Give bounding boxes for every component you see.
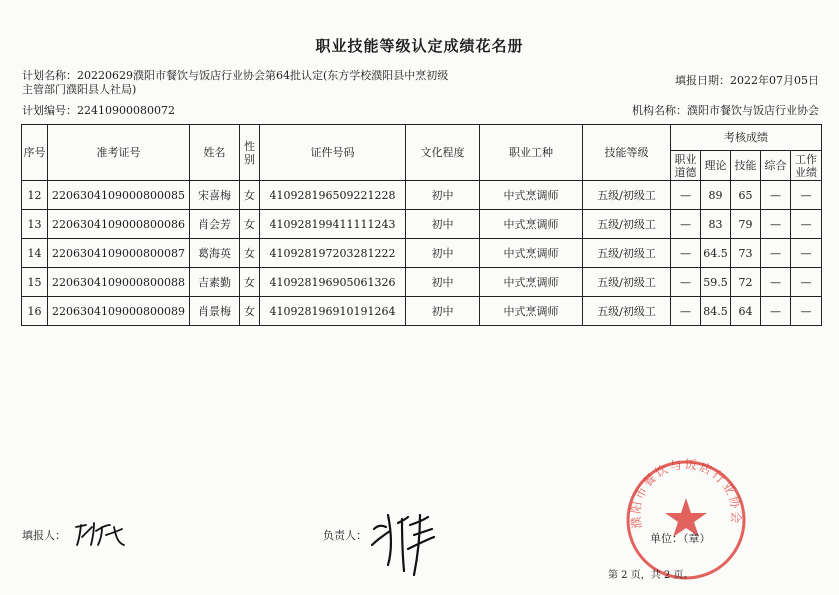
cell-ethics: — bbox=[671, 268, 701, 297]
cell-name: 肖景梅 bbox=[190, 297, 240, 326]
cell-overall: — bbox=[761, 210, 791, 239]
cell-id-no: 410928197203281222 bbox=[260, 239, 406, 268]
table-row bbox=[22, 297, 822, 326]
cell-theory: 83 bbox=[701, 210, 731, 239]
cell-work: — bbox=[791, 268, 822, 297]
filler-label: 填报人： bbox=[22, 529, 66, 542]
header-occupation: 职业工种 bbox=[480, 125, 583, 181]
cell-name: 葛海英 bbox=[190, 239, 240, 268]
cell-occupation: 中式烹调师 bbox=[480, 181, 583, 210]
cell-work: — bbox=[791, 210, 822, 239]
cell-skill: 79 bbox=[731, 210, 761, 239]
cell-education: 初中 bbox=[406, 297, 480, 326]
cell-seq: 15 bbox=[22, 268, 48, 297]
cell-seq: 16 bbox=[22, 297, 48, 326]
header-seq: 序号 bbox=[22, 125, 48, 181]
header-exam-no: 准考证号 bbox=[48, 125, 190, 181]
cell-skill: 64 bbox=[731, 297, 761, 326]
cell-seq: 13 bbox=[22, 210, 48, 239]
cell-gender: 女 bbox=[240, 239, 260, 268]
cell-exam-no: 2206304109000800089 bbox=[48, 297, 190, 326]
cell-ethics: — bbox=[671, 239, 701, 268]
cell-work: — bbox=[791, 181, 822, 210]
header-ethics: 职业道德 bbox=[671, 151, 701, 181]
cell-level: 五级/初级工 bbox=[583, 210, 671, 239]
cell-level: 五级/初级工 bbox=[583, 239, 671, 268]
cell-name: 肖会芳 bbox=[190, 210, 240, 239]
cell-gender: 女 bbox=[240, 297, 260, 326]
plan-number: 计划编号：22410900080072 bbox=[22, 104, 175, 117]
cell-exam-no: 2206304109000800087 bbox=[48, 239, 190, 268]
cell-education: 初中 bbox=[406, 239, 480, 268]
table-row bbox=[22, 268, 822, 297]
table-row bbox=[22, 210, 822, 239]
page-title: 职业技能等级认定成绩花名册 bbox=[315, 37, 524, 55]
cell-exam-no: 2206304109000800086 bbox=[48, 210, 190, 239]
responsible-label: 负责人： bbox=[323, 529, 367, 542]
cell-id-no: 410928199411111243 bbox=[260, 210, 406, 239]
cell-skill: 73 bbox=[731, 239, 761, 268]
cell-overall: — bbox=[761, 181, 791, 210]
header-skill: 技能 bbox=[731, 151, 761, 181]
cell-ethics: — bbox=[671, 181, 701, 210]
cell-education: 初中 bbox=[406, 181, 480, 210]
cell-level: 五级/初级工 bbox=[583, 297, 671, 326]
cell-exam-no: 2206304109000800085 bbox=[48, 181, 190, 210]
organization-seal bbox=[622, 456, 750, 584]
header-overall: 综合 bbox=[761, 151, 791, 181]
cell-work: — bbox=[791, 297, 822, 326]
cell-id-no: 410928196910191264 bbox=[260, 297, 406, 326]
plan-name: 计划名称：20220629濮阳市餐饮与饭店行业协会第64批认定(东方学校濮阳县中烹初级 bbox=[22, 69, 449, 82]
header-work: 工作业绩 bbox=[791, 151, 822, 181]
cell-gender: 女 bbox=[240, 268, 260, 297]
cell-skill: 65 bbox=[731, 181, 761, 210]
table-row bbox=[22, 181, 822, 210]
cell-id-no: 410928196905061326 bbox=[260, 268, 406, 297]
cell-skill: 72 bbox=[731, 268, 761, 297]
header-theory: 理论 bbox=[701, 151, 731, 181]
cell-theory: 64.5 bbox=[701, 239, 731, 268]
cell-seq: 12 bbox=[22, 181, 48, 210]
score-table bbox=[21, 124, 822, 326]
cell-work: — bbox=[791, 239, 822, 268]
cell-overall: — bbox=[761, 239, 791, 268]
header-name: 姓名 bbox=[190, 125, 240, 181]
department: 主管部门濮阳县人社局) bbox=[22, 83, 137, 96]
unit-stamp-label: 单位：（章） bbox=[650, 532, 711, 545]
cell-name: 宋喜梅 bbox=[190, 181, 240, 210]
filler-signature bbox=[72, 515, 132, 551]
cell-occupation: 中式烹调师 bbox=[480, 297, 583, 326]
responsible-signature bbox=[368, 505, 443, 577]
cell-theory: 84.5 bbox=[701, 297, 731, 326]
cell-occupation: 中式烹调师 bbox=[480, 268, 583, 297]
cell-overall: — bbox=[761, 297, 791, 326]
cell-occupation: 中式烹调师 bbox=[480, 210, 583, 239]
cell-exam-no: 2206304109000800088 bbox=[48, 268, 190, 297]
cell-occupation: 中式烹调师 bbox=[480, 239, 583, 268]
cell-gender: 女 bbox=[240, 181, 260, 210]
page-number: 第 2 页，共 2 页。 bbox=[608, 570, 694, 581]
cell-ethics: — bbox=[671, 210, 701, 239]
header-id-no: 证件号码 bbox=[260, 125, 406, 181]
cell-overall: — bbox=[761, 268, 791, 297]
header-education: 文化程度 bbox=[406, 125, 480, 181]
cell-education: 初中 bbox=[406, 210, 480, 239]
header-gender: 性别 bbox=[240, 125, 260, 181]
cell-name: 吉素勤 bbox=[190, 268, 240, 297]
cell-level: 五级/初级工 bbox=[583, 268, 671, 297]
cell-theory: 89 bbox=[701, 181, 731, 210]
cell-education: 初中 bbox=[406, 268, 480, 297]
header-scores: 考核成绩 bbox=[671, 125, 822, 151]
cell-id-no: 410928196509221228 bbox=[260, 181, 406, 210]
cell-theory: 59.5 bbox=[701, 268, 731, 297]
seal-text: 濮阳市餐饮与饭店行业协会 bbox=[628, 457, 744, 530]
fill-date: 填报日期：2022年07月05日 bbox=[675, 74, 819, 87]
organization-name: 机构名称：濮阳市餐饮与饭店行业协会 bbox=[632, 104, 819, 117]
cell-ethics: — bbox=[671, 297, 701, 326]
cell-seq: 14 bbox=[22, 239, 48, 268]
table-row bbox=[22, 239, 822, 268]
header-level: 技能等级 bbox=[583, 125, 671, 181]
cell-gender: 女 bbox=[240, 210, 260, 239]
cell-level: 五级/初级工 bbox=[583, 181, 671, 210]
